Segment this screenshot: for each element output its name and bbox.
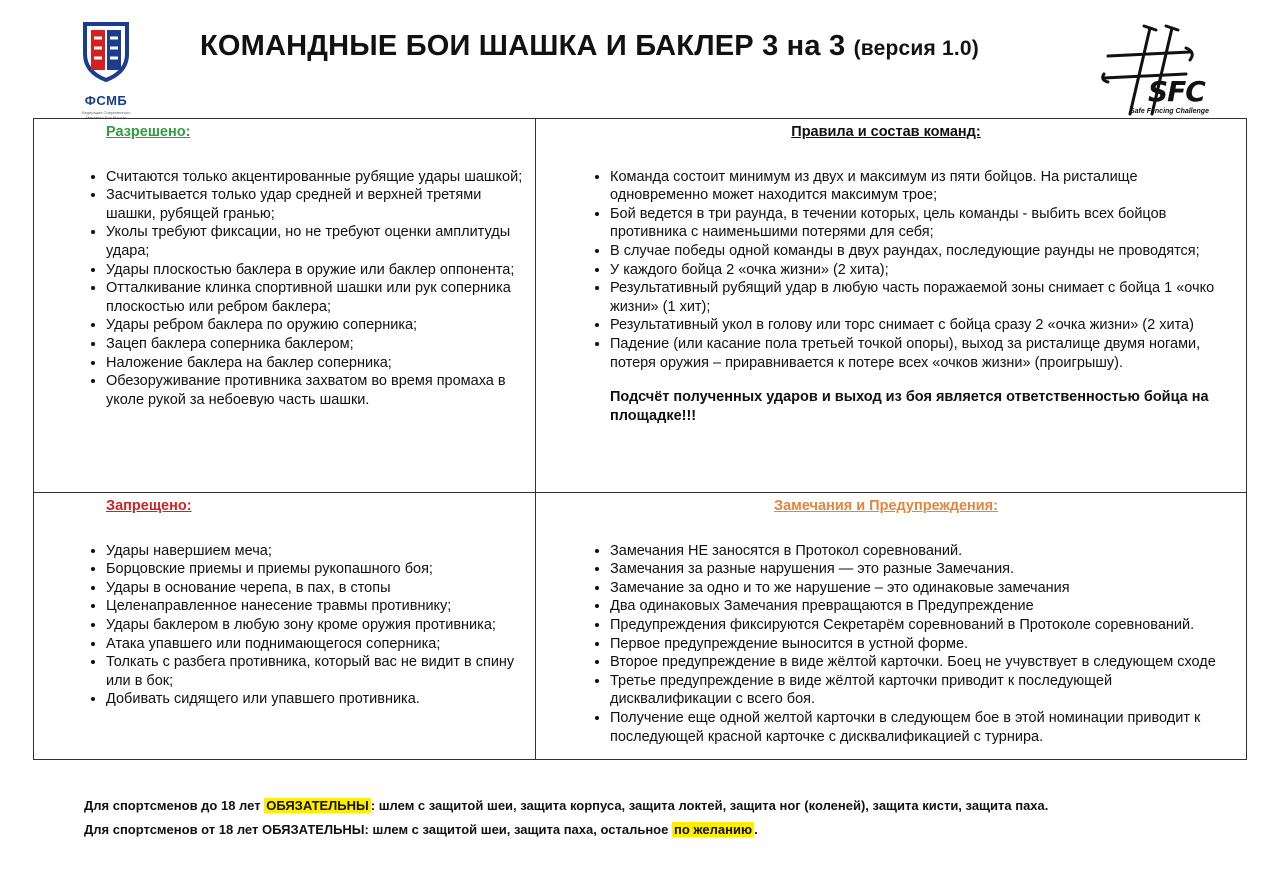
list-item: • Результативный рубящий удар в любую часть поражаемой зоны снимает с бойца 1 «очко жизни» (1 хит); <box>610 279 1236 316</box>
footer-over-18 <box>84 822 758 837</box>
list-item: • В случае победы одной команды в двух раундах, последующие раунды не проводятся; <box>610 242 1236 261</box>
list-item: • Замечание за одно и то же нарушение – это одинаковые замечания <box>610 579 1236 598</box>
list-item: • Считаются только акцентированные рубящие удары шашкой; <box>106 168 525 187</box>
footer-under-18 <box>84 798 1048 813</box>
responsibility-note: Подсчёт полученных ударов и выход из боя является ответственностью бойца на площадке!!! <box>610 389 1209 425</box>
fsmb-logo <box>76 20 136 120</box>
list-item: • Уколы требуют фиксации, но не требуют оценки амплитуды удара; <box>106 223 525 260</box>
list-item: • Получение еще одной желтой карточки в следующем бое в этой номинации приводит к последующей красной карточке с дисквалификацией с турнира. <box>610 709 1236 746</box>
list-item: • Удары в основание черепа, в пах, в стопы <box>106 579 525 598</box>
list-item: • Первое предупреждение выносится в устной форме. <box>610 635 1236 654</box>
list-item: • Удары плоскостью баклера в оружие или баклер оппонента; <box>106 261 525 280</box>
list-item: • Обезоруживание противника захватом во время промаха в уколе рукой за небоевую часть шашки. <box>106 372 525 409</box>
list-item: • Команда состоит минимум из двух и максимум из пяти бойцов. На ристалище одновременно может находится максимум трое; <box>610 168 1236 205</box>
footer-under-18-prefix: Для спортсменов до 18 лет <box>84 798 261 813</box>
list-item: • Удары ребром баклера по оружию соперника; <box>106 316 525 335</box>
list-item: • Удары навершием меча; <box>106 542 525 561</box>
list-item: • Отталкивание клинка спортивной шашки или рук соперника плоскостью или ребром баклера; <box>106 279 525 316</box>
sfc-logo-subtext: Safe Fencing Challenge <box>1130 108 1209 115</box>
warnings-heading: Замечания и Предупреждения: <box>774 498 998 514</box>
document-title <box>200 30 1080 63</box>
list-item: • Два одинаковых Замечания превращаются в Предупреждение <box>610 597 1236 616</box>
footer-under-18-suffix: : шлем с защитой шеи, защита корпуса, защита локтей, защита ног (коленей), защита кисти, защита паха. <box>370 798 1049 813</box>
sfc-logo <box>1100 22 1225 120</box>
list-item: • Добивать сидящего или упавшего противника. <box>106 690 525 709</box>
list-item: • Наложение баклера на баклер соперника; <box>106 354 525 373</box>
footer-over-18-prefix: Для спортсменов от 18 лет ОБЯЗАТЕЛЬНЫ: шлем с защитой шеи, защита паха, остальное <box>84 822 669 837</box>
footer-highlight-optional: по желанию <box>673 822 753 837</box>
list-item: • Предупреждения фиксируются Секретарём соревнований в Протоколе соревнований. <box>610 616 1236 635</box>
list-item: • Борцовские приемы и приемы рукопашного боя; <box>106 560 525 579</box>
list-item: • Целенаправленное нанесение травмы противнику; <box>106 597 525 616</box>
list-item: • Замечания за разные нарушения — это разные Замечания. <box>610 560 1236 579</box>
list-item: • Бой ведется в три раунда, в течении которых, цель команды - выбить всех бойцов противника с наименьшими потерями для себя; <box>610 205 1236 242</box>
list-item: • Зацеп баклера соперника баклером; <box>106 335 525 354</box>
title-version: (версия 1.0) <box>853 37 979 60</box>
rules-list <box>536 168 1236 373</box>
list-item: • Второе предупреждение в виде жёлтой карточки. Боец не учувствует в следующем сходе <box>610 653 1236 672</box>
forbidden-section <box>34 493 536 759</box>
list-item: • Результативный укол в голову или торс снимает с бойца сразу 2 «очка жизни» (2 хита) <box>610 316 1236 335</box>
fsmb-logo-text: ФСМБ <box>84 93 128 108</box>
title-text: КОМАНДНЫЕ БОИ ШАШКА И БАКЛЕР 3 на 3 <box>200 30 846 62</box>
fsmb-logo-subtext: Федерация Современного Мечевого Боя России <box>81 110 131 120</box>
rules-heading: Правила и состав команд: <box>791 124 981 140</box>
allowed-list <box>34 168 525 410</box>
footer-highlight-mandatory: ОБЯЗАТЕЛЬНЫ <box>266 798 369 813</box>
list-item: • Атака упавшего или поднимающегося соперника; <box>106 635 525 654</box>
list-item: • Толкать с разбега противника, который вас не видит в спину или в бок; <box>106 653 525 690</box>
forbidden-list <box>34 542 525 709</box>
sfc-logo-text: SFC <box>1148 75 1205 108</box>
allowed-heading: Разрешено: <box>106 124 191 140</box>
allowed-section <box>34 119 536 493</box>
list-item: • Падение (или касание пола третьей точкой опоры), выход за ристалище двумя ногами, потеря оружия – приравнивается к потере всех «очков жизни» (проигрышу). <box>610 335 1236 372</box>
list-item: • Удары баклером в любую зону кроме оружия противника; <box>106 616 525 635</box>
list-item: • Засчитывается только удар средней и верхней третями шашки, рубящей гранью; <box>106 186 525 223</box>
rules-table <box>33 118 1247 760</box>
footer-over-18-suffix: . <box>754 822 758 837</box>
list-item: • Замечания НЕ заносятся в Протокол соревнований. <box>610 542 1236 561</box>
list-item: • У каждого бойца 2 «очка жизни» (2 хита); <box>610 261 1236 280</box>
forbidden-heading: Запрещено: <box>106 498 192 514</box>
warnings-section <box>536 493 1246 759</box>
rules-section <box>536 119 1246 493</box>
warnings-list <box>536 542 1236 747</box>
list-item: • Третье предупреждение в виде жёлтой карточки приводит к последующей дисквалификации с всего боя. <box>610 672 1236 709</box>
shield-emblem-icon <box>81 20 131 82</box>
